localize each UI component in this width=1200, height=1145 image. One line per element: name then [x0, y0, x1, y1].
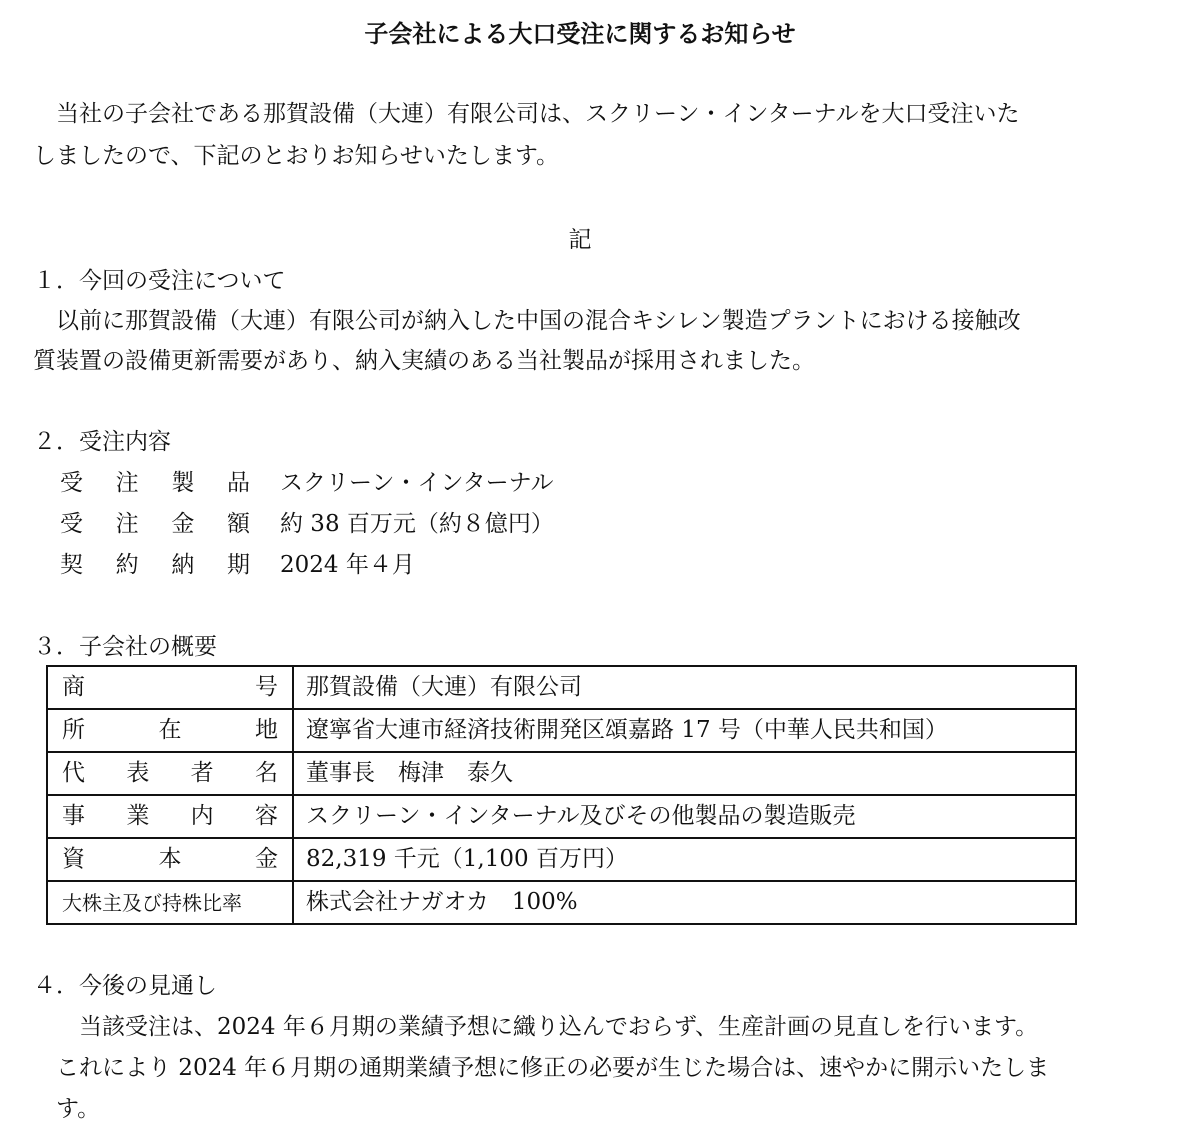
- company-name-value: 那賀設備（大連）有限公司: [293, 666, 1076, 709]
- order-product-row: [60, 472, 660, 495]
- order-product-value: スクリーン・インターナル: [280, 470, 554, 496]
- section4-line-2: これにより 2024 年６月期の通期業績予想に修正の必要が生じた場合は、速やかに開示いたしま: [56, 1055, 1050, 1081]
- delivery-date-value: 2024 年４月: [280, 552, 415, 578]
- order-amount-value: 約 38 百万元（約８億円）: [280, 511, 554, 537]
- section2-heading: ２．受注内容: [33, 429, 171, 455]
- table-row: [47, 709, 1076, 752]
- page-title: 子会社による大口受注に関するお知らせ: [364, 19, 796, 48]
- section4-line-1: 当該受注は、2024 年６月期の業績予想に織り込んでおらず、生産計画の見直しを行います。: [79, 1014, 1039, 1040]
- section3-heading: ３．子会社の概要: [33, 634, 217, 660]
- table-row: [47, 666, 1076, 709]
- order-amount-label: 受 注 金 額: [60, 511, 250, 537]
- table-row: [47, 881, 1076, 924]
- company-name-label: 商 号: [47, 666, 293, 709]
- delivery-date-row: [60, 554, 660, 577]
- shareholder-value: 株式会社ナガオカ 100%: [293, 881, 1076, 924]
- intro-line-2: しましたので、下記のとおりお知らせいたします。: [33, 143, 560, 169]
- intro-line-1: 当社の子会社である那賀設備（大連）有限公司は、スクリーン・インターナルを大口受注いた: [56, 101, 1020, 127]
- order-amount-row: [60, 513, 660, 536]
- section4-line-3: す。: [56, 1096, 101, 1122]
- capital-label: 資 本 金: [47, 838, 293, 881]
- business-value: スクリーン・インターナル及びその他製品の製造販売: [293, 795, 1076, 838]
- section4-heading: ４．今後の見通し: [33, 973, 217, 999]
- representative-label: 代 表 者 名: [47, 752, 293, 795]
- order-product-label: 受 注 製 品: [60, 470, 250, 496]
- table-row: [47, 795, 1076, 838]
- location-label: 所 在 地: [47, 709, 293, 752]
- representative-value: 董事長 梅津 泰久: [293, 752, 1076, 795]
- ki-heading: 記: [568, 227, 592, 253]
- section1-line-1: 以前に那賀設備（大連）有限公司が納入した中国の混合キシレン製造プラントにおける接触改: [56, 308, 1021, 334]
- capital-value: 82,319 千元（1,100 百万円）: [293, 838, 1076, 881]
- subsidiary-overview-table: [46, 665, 1077, 925]
- table-row: [47, 838, 1076, 881]
- delivery-date-label: 契 約 納 期: [60, 552, 250, 578]
- section1-line-2: 質装置の設備更新需要があり、納入実績のある当社製品が採用されました。: [33, 348, 815, 374]
- business-label: 事 業 内 容: [47, 795, 293, 838]
- shareholder-label: 大株主及び持株比率: [47, 881, 293, 924]
- table-row: [47, 752, 1076, 795]
- location-value: 遼寧省大連市経済技術開発区頌嘉路 17 号（中華人民共和国）: [293, 709, 1076, 752]
- section1-heading: １．今回の受注について: [33, 268, 286, 294]
